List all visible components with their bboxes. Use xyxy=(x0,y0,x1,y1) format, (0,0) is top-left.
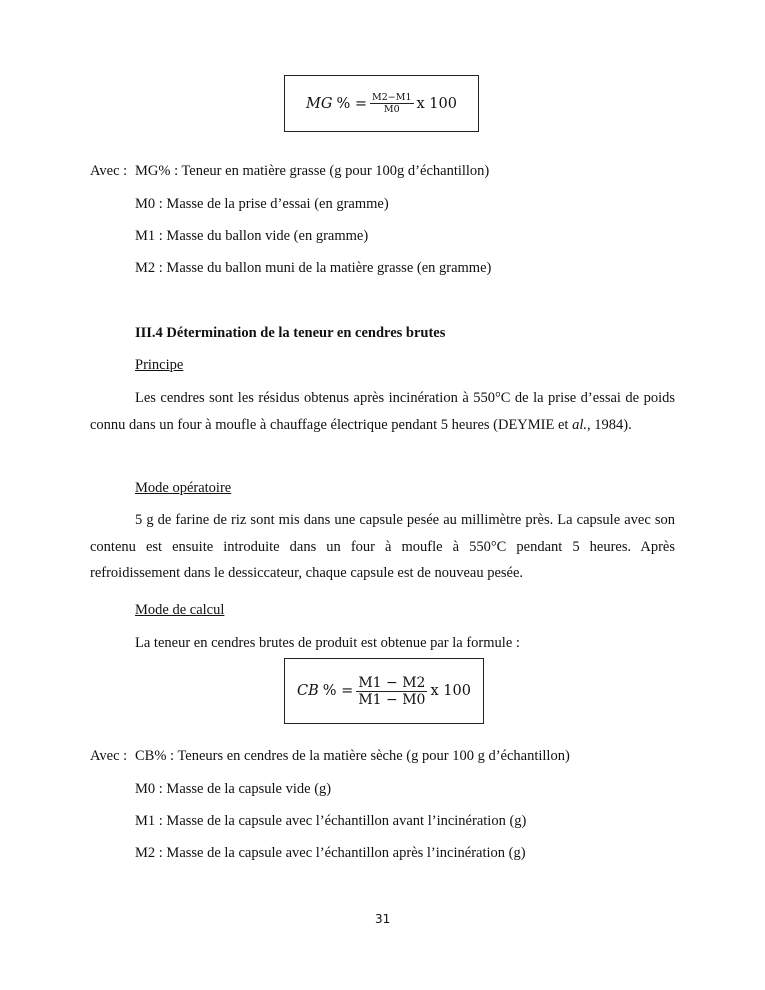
mg-def-m1: M1 : Masse du ballon vide (en gramme) xyxy=(135,228,369,244)
formula-cb-times: x 100 xyxy=(430,683,471,699)
mg-def-m0: M0 : Masse de la prise d’essai (en gramme) xyxy=(135,196,389,212)
section-heading: III.4 Détermination de la teneur en cendres brutes xyxy=(135,325,446,341)
formula-cb-lhs: CB xyxy=(297,683,319,699)
formula-mg-denominator: M0 xyxy=(383,104,400,115)
mg-def-m2: M2 : Masse du ballon muni de la matière grasse (en gramme) xyxy=(135,260,492,276)
cb-avec-label: Avec : xyxy=(90,748,128,764)
principe-al: al. xyxy=(572,416,587,433)
formula-cb-fraction xyxy=(356,675,427,708)
mode-calcul-label: Mode de calcul xyxy=(135,602,225,618)
cb-def-m0: M0 : Masse de la capsule vide (g) xyxy=(135,781,332,797)
cb-def-m1: M1 : Masse de la capsule avec l’échantillon avant l’incinération (g) xyxy=(135,813,527,829)
mg-def-mg: MG% : Teneur en matière grasse (g pour 100g d’échantillon) xyxy=(135,163,490,179)
mode-operatoire-paragraph: 5 g de farine de riz sont mis dans une capsule pesée au millimètre près. La capsule avec son contenu est ensuite introduite dans un four à moufle à 550°C pendant 5 heures. Après refroidissement dans le dessiccateur, chaque capsule est de nouveau pesée. xyxy=(90,512,675,581)
formula-mg-lhs: MG xyxy=(306,95,333,112)
principe-text: Les cendres sont les résidus obtenus après incinération à 550°C de la prise d’essai de poids connu dans un four à moufle à chauffage électrique pendant 5 heures (DEYMIE et xyxy=(90,390,675,433)
formula-mg-numerator: M2−M1 xyxy=(372,92,412,103)
formula-cb-equals: % = xyxy=(322,683,354,699)
cb-def-cb: CB% : Teneurs en cendres de la matière sèche (g pour 100 g d’échantillon) xyxy=(135,748,570,764)
formula-mg-equals: % = xyxy=(336,95,367,112)
mode-operatoire-label: Mode opératoire xyxy=(135,480,232,496)
principe-label: Principe xyxy=(135,357,184,373)
cb-def-m2: M2 : Masse de la capsule avec l’échantillon après l’incinération (g) xyxy=(135,845,526,861)
formula-mg-box xyxy=(284,75,479,132)
formula-mg-fraction xyxy=(370,92,414,115)
principe-text-end: , 1984). xyxy=(586,416,632,433)
mode-calcul-text: La teneur en cendres brutes de produit est obtenue par la formule : xyxy=(135,635,520,651)
mg-avec-label: Avec : xyxy=(90,163,128,179)
principe-paragraph xyxy=(90,385,675,438)
formula-cb-box xyxy=(284,658,484,724)
page-number: 31 xyxy=(375,912,391,926)
formula-cb-denominator: M1 − M0 xyxy=(358,691,426,708)
formula-mg-times: x 100 xyxy=(416,95,457,112)
formula-cb-numerator: M1 − M2 xyxy=(358,674,426,691)
